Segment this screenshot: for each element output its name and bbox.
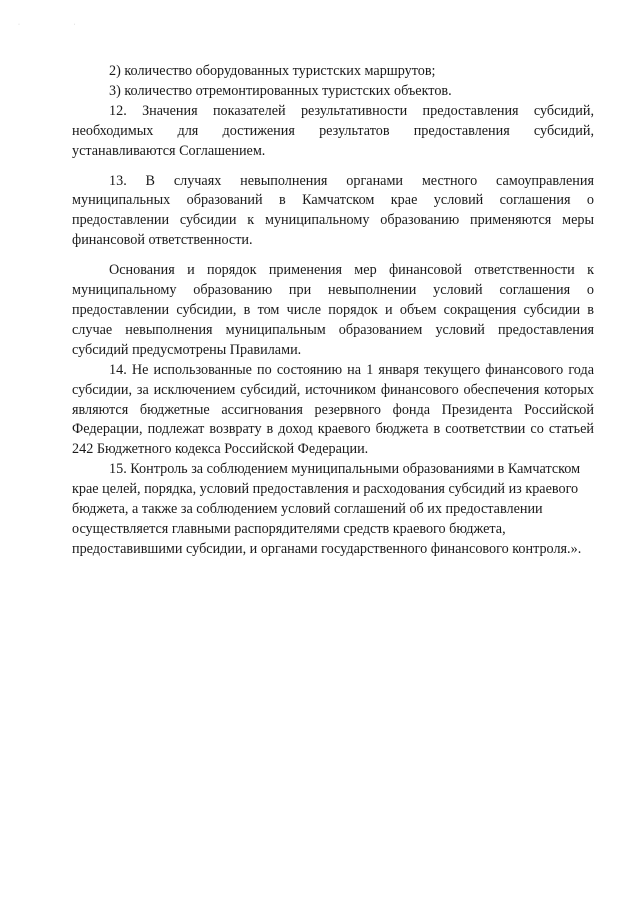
list-item-routes: 2) количество оборудованных туристских маршрутов; (109, 63, 436, 79)
clause-13-grounds: Основания и порядок применения мер финансовой ответственности к муниципальному образованию при невыполнении условий соглашения о предоставлении субсидии, в том числе порядок и объем сокращения субсидии в случае невыполнения муниципальным образованием условий предоставления субсидий предусмотрены Правилами. (72, 262, 594, 358)
clause-15: 15. Контроль за соблюдением муниципальными образованиями в Камчатском крае целей, порядка, условий предоставления и расходования субсидий из краевого бюджета, а также за соблюдением условий соглашений об их предоставлении осуществляется главными распорядителями средств краевого бюджета, предоставившими субсидии, и органами государственного финансового контроля.». (72, 461, 582, 557)
document-body (72, 62, 594, 560)
clause-14: 14. Не использованные по состоянию на 1 января текущего финансового года субсидии, за исключением субсидий, источником финансового обеспечения которых являются бюджетные ассигнования резервного фонда Президента Российской Федерации, подлежат возврату в доход краевого бюджета в соответствии со статьей 242 Бюджетного кодекса Российской Федерации. (72, 361, 594, 458)
clause-13: 13. В случаях невыполнения органами местного самоуправления муниципальных образований в Камчатском крае условий соглашения о предоставлении субсидии к муниципальному образованию применяются меры финансовой ответственности. (72, 172, 594, 249)
clause-12: 12. Значения показателей результативности предоставления субсидий, необходимых для достижения результатов предоставления субсидий, устанавливаются Соглашением. (72, 102, 594, 159)
scan-corner-marks: · · (18, 22, 102, 28)
list-item-objects: 3) количество отремонтированных туристских объектов. (109, 82, 452, 99)
